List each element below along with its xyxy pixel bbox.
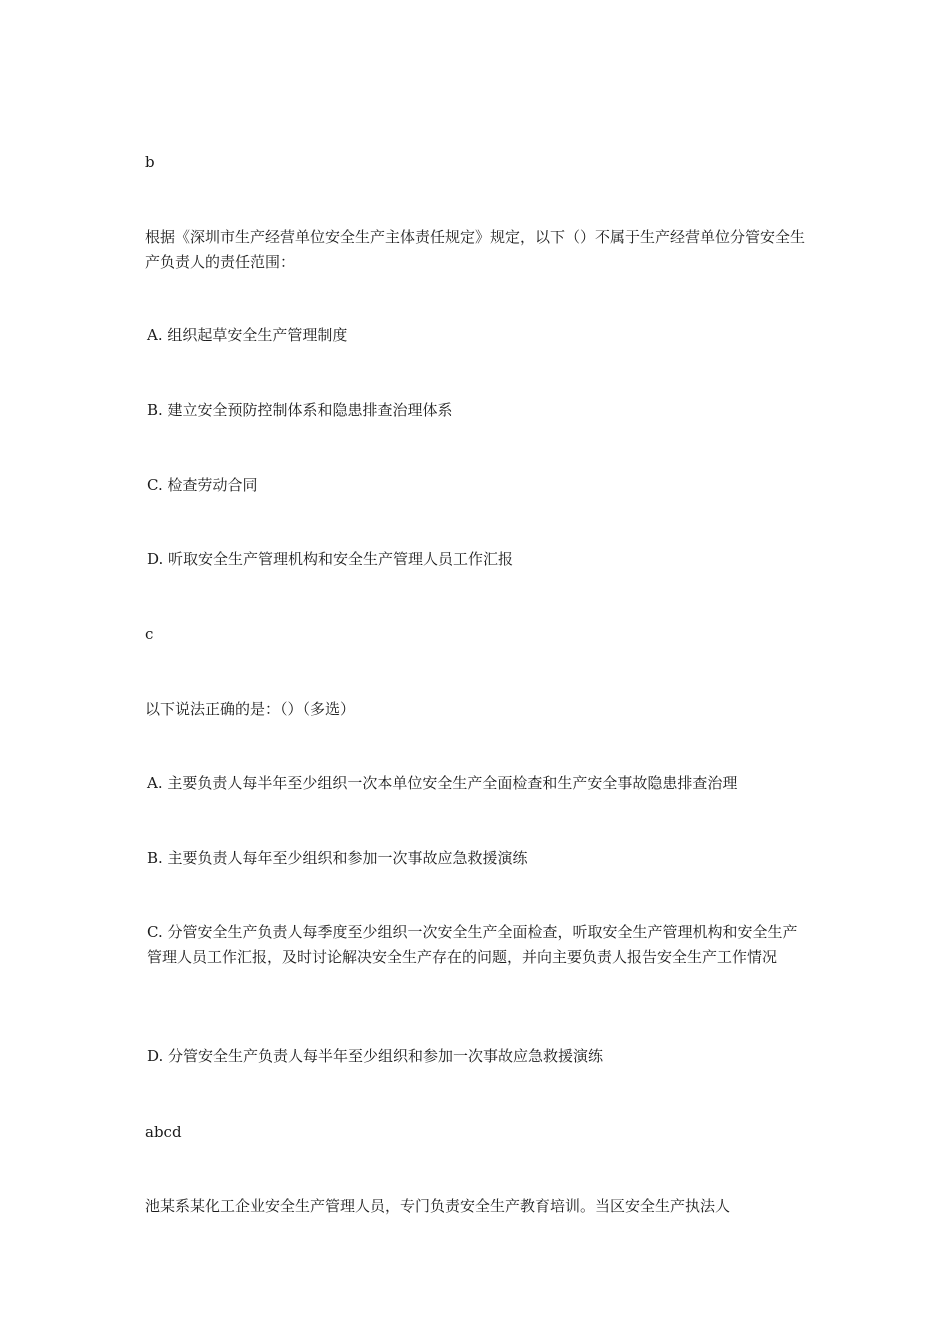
option-c: C. 检查劳动合同 (147, 476, 258, 494)
option-c: C. 分管安全生产负责人每季度至少组织一次安全生产全面检查，听取安全生产管理机构和安全生产管理人员工作汇报，及时讨论解决安全生产存在的问题，并向主要负责人报告安全生产工作情况 (147, 923, 798, 966)
option-b: B. 建立安全预防控制体系和隐患排查治理体系 (147, 401, 453, 419)
question-stem: 根据《深圳市生产经营单位安全生产主体责任规定》规定，以下（）不属于生产经营单位分管安全生产负责人的责任范围： (145, 228, 806, 271)
option-a: A. 组织起草安全生产管理制度 (147, 326, 348, 344)
answer-text: abcd (145, 1123, 182, 1141)
answer-text: c (145, 625, 154, 643)
question-stem: 池某系某化工企业安全生产管理人员，专门负责安全生产教育培训。当区安全生产执法人 (145, 1197, 731, 1215)
question-stem: 以下说法正确的是：（）（多选） (145, 700, 356, 718)
option-d: D. 听取安全生产管理机构和安全生产管理人员工作汇报 (147, 550, 514, 568)
option-a: A. 主要负责人每半年至少组织一次本单位安全生产全面检查和生产安全事故隐患排查治理 (147, 774, 738, 792)
answer-text: b (145, 153, 155, 171)
option-d: D. 分管安全生产负责人每半年至少组织和参加一次事故应急救援演练 (147, 1047, 604, 1065)
option-b: B. 主要负责人每年至少组织和参加一次事故应急救援演练 (147, 849, 528, 867)
